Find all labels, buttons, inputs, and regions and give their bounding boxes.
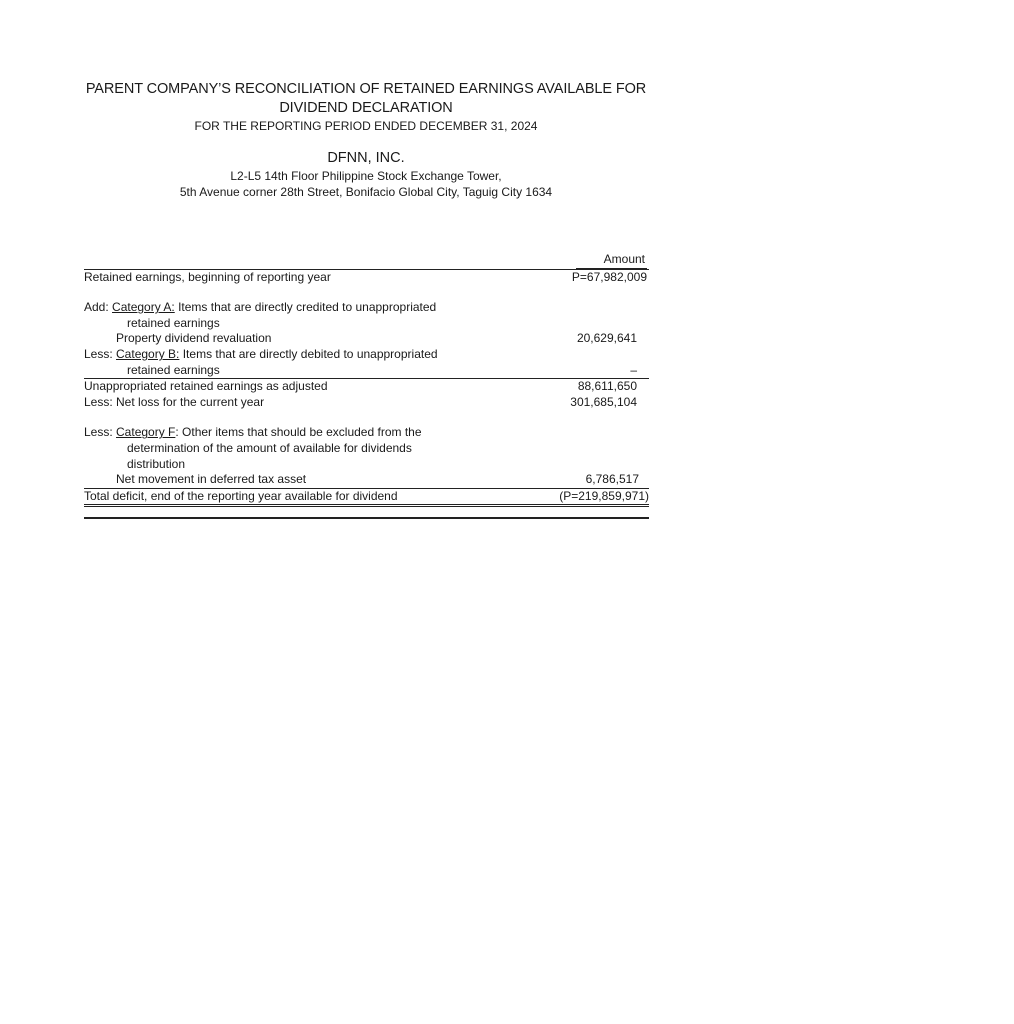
category-f-continuation1: determination of the amount of available for dividends (127, 440, 412, 455)
table-row (84, 395, 649, 411)
net-loss-label: Less: Net loss for the current year (84, 394, 265, 409)
table-row (84, 457, 649, 473)
beginning-label: Retained earnings, beginning of reporting year (84, 269, 331, 284)
add-prefix: Add: (84, 300, 113, 315)
adjusted-label: Unappropriated retained earnings as adjusted (84, 379, 328, 394)
table-row (84, 316, 649, 332)
reporting-period: FOR THE REPORTING PERIOD ENDED DECEMBER 31, 2024 (194, 119, 538, 133)
table-row (84, 379, 649, 395)
table-row (84, 472, 649, 489)
deferred-tax-label: Net movement in deferred tax asset (116, 472, 307, 487)
company-address-line1: L2-L5 14th Floor Philippine Stock Exchange Tower, (230, 169, 502, 183)
amount-column-header: Amount (576, 252, 647, 269)
total-row (84, 489, 649, 508)
company-address-line2: 5th Avenue corner 28th Street, Bonifacio Global City, Taguig City 1634 (179, 185, 553, 199)
category-a-label: Category A: (112, 300, 175, 315)
category-a-text: Items that are directly credited to unappropriated (174, 300, 437, 315)
category-f-continuation2: distribution (127, 456, 186, 471)
category-a-continuation: retained earnings (127, 315, 220, 330)
less-prefix-f: Less: (84, 425, 117, 440)
reconciliation-table (84, 252, 649, 507)
total-deficit-label: Total deficit, end of the reporting year available for dividend (84, 488, 398, 503)
table-row (84, 270, 649, 286)
less-prefix: Less: (84, 346, 117, 361)
company-name: DFNN, INC. (327, 150, 405, 166)
table-row (84, 300, 649, 316)
category-f-label: Category F (116, 425, 176, 440)
table-row (84, 441, 649, 457)
category-f-text: : Other items that should be excluded from the (175, 425, 422, 440)
deferred-tax-value: 6,786,517 (585, 472, 639, 487)
report-title-line2: DIVIDEND DECLARATION (279, 100, 453, 116)
table-row (84, 331, 649, 347)
net-loss-value: 301,685,104 (570, 394, 637, 409)
beginning-value: P=67,982,009 (571, 269, 647, 284)
table-row (84, 363, 649, 380)
report-title-line1: PARENT COMPANY’S RECONCILIATION OF RETAINED EARNINGS AVAILABLE FOR (85, 81, 647, 97)
adjusted-value: 88,611,650 (577, 379, 637, 394)
category-b-continuation: retained earnings (127, 362, 220, 377)
table-row (84, 425, 649, 441)
company-block (84, 149, 648, 200)
property-dividend-label: Property dividend revaluation (116, 331, 272, 346)
category-b-value: – (630, 362, 637, 377)
total-deficit-value: (P=219,859,971) (559, 488, 649, 503)
property-dividend-value: 20,629,641 (576, 331, 637, 346)
category-b-text: Items that are directly debited to unappropriated (179, 346, 438, 361)
category-b-label: Category B: (116, 346, 180, 361)
closing-rule (84, 517, 649, 519)
report-header (84, 80, 648, 134)
table-row (84, 347, 649, 363)
table-header-row (84, 252, 649, 270)
